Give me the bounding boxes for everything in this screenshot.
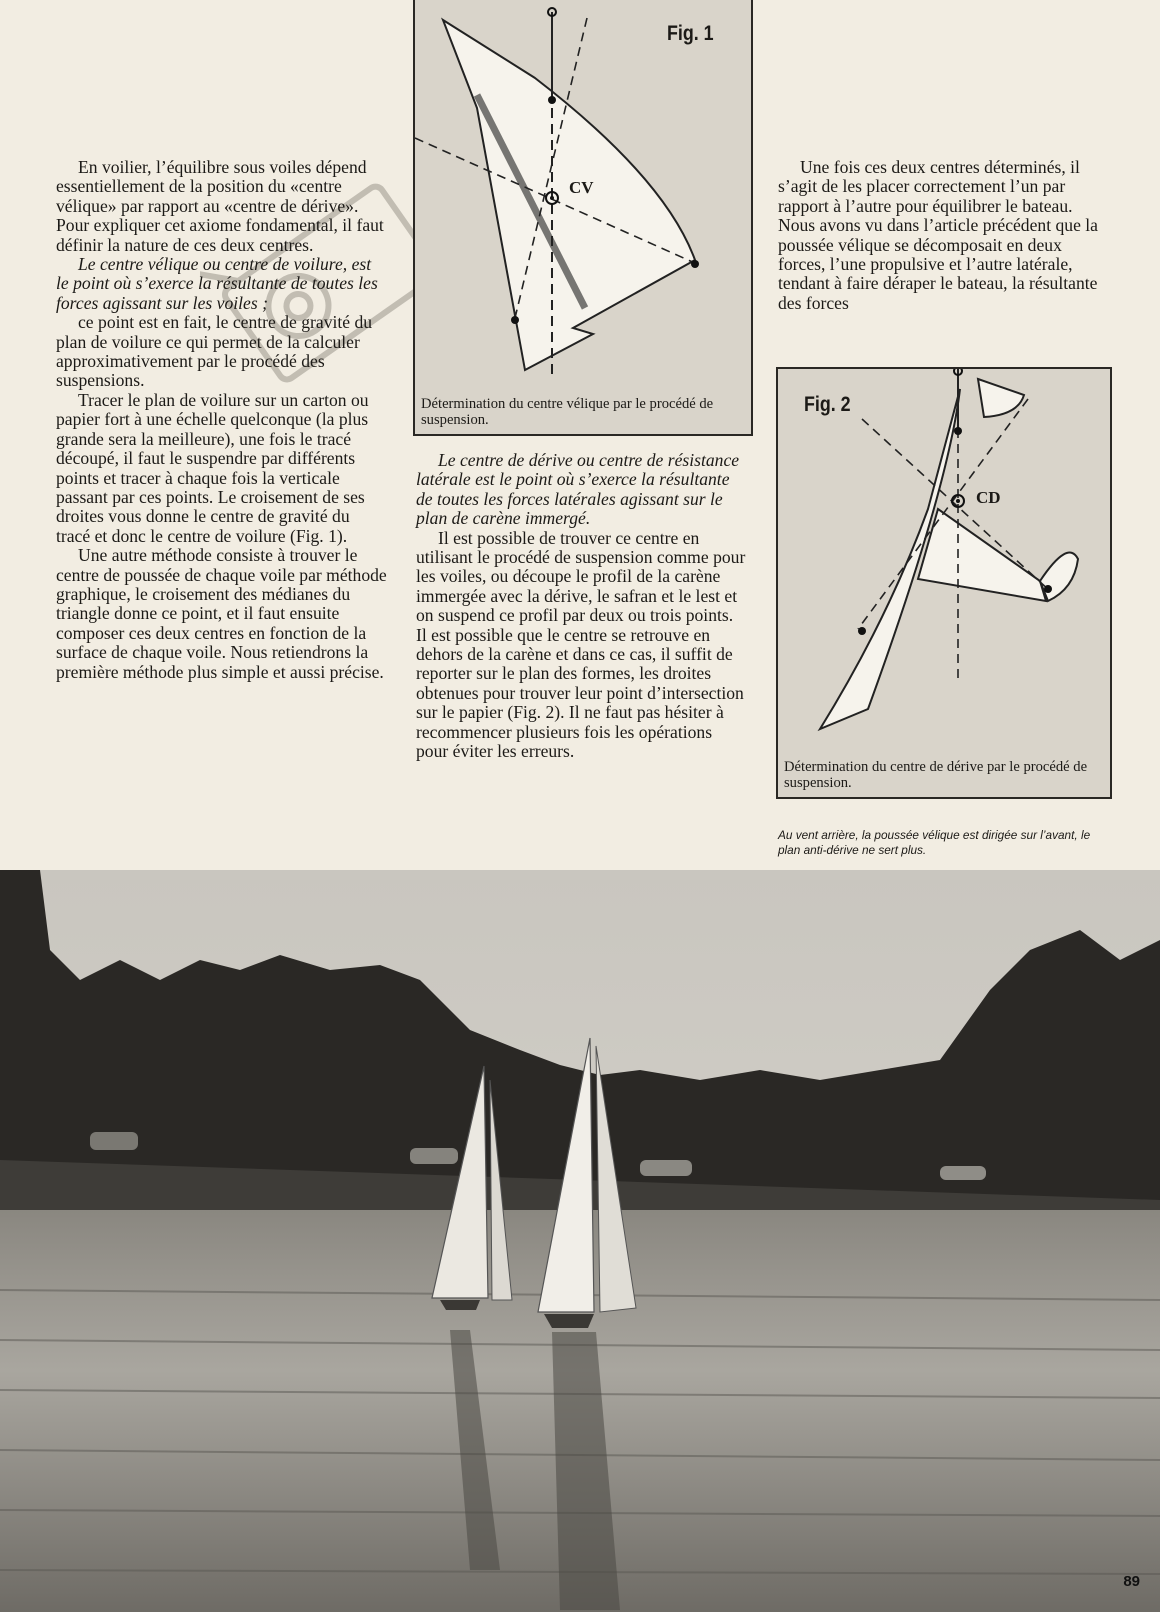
- col1-paragraph: Le centre vélique ou centre de voilure, est le point où s’exerce la résultante de toutes les forces agissant sur les voiles ;: [56, 254, 378, 313]
- fig2-point-label: CD: [976, 488, 1001, 507]
- col1-paragraph: En voilier, l’équilibre sous voiles dépend essentiellement de la position du «centre vélique» par rapport au «centre de dérive». Pour expliquer cet axiome fondamental, il faut définir la nature de ces deux centres.: [56, 157, 384, 255]
- article-column-2: [416, 451, 746, 762]
- fig2-caption: Détermination du centre de dérive par le procédé de suspension.: [784, 759, 1088, 791]
- figure-1: [413, 0, 753, 436]
- article-column-3: [778, 158, 1098, 313]
- fig2-label: Fig. 2: [804, 393, 851, 416]
- col1-paragraph: Tracer le plan de voilure sur un carton ou papier fort à une échelle quelconque (la plus grande sera la meilleure), une fois le tracé découpé, il faut le suspendre par différents points et tracer à chaque fois la verticale passant par ces points. Le croisement de ses droites vous donne le centre de gravité du tracé et donc le centre de voilure (Fig. 1).: [56, 389, 369, 546]
- fig1-label: Fig. 1: [667, 22, 714, 45]
- page-number: 89: [1123, 1573, 1140, 1590]
- col2-paragraph: Il est possible de trouver ce centre en utilisant le procédé de suspension comme pour les voiles, ou découpe le profil de la carène immergée avec la dérive, le safran et le lest et on suspend ce profil par deux ou trois points. Il est possible que le centre se retrouve en dehors de la carène et dans ce cas, il suffit de reporter sur le plan des formes, les droites obtenues pour trouver leur point d’intersection sur le papier (Fig. 2). Il ne faut pas hésiter à recommencer plusieurs fois les opérations pour éviter les erreurs.: [416, 527, 746, 762]
- fig1-diagram: [415, 0, 751, 434]
- col2-paragraph: Le centre de dérive ou centre de résistance latérale est le point où s’exerce la résultante de toutes les forces latérales agissant sur le plan de carène immergé.: [416, 450, 740, 529]
- col1-paragraph: ce point est en fait, le centre de gravité du plan de voilure ce qui permet de la calculer approximativement par le procédé des suspensions.: [56, 312, 373, 391]
- fig1-caption: Détermination du centre vélique par le procédé de suspension.: [421, 396, 714, 428]
- fig1-point-label: CV: [569, 178, 594, 197]
- fig2-diagram: [778, 369, 1110, 797]
- sailboats-photo: [0, 870, 1160, 1612]
- col1-paragraph: Une autre méthode consiste à trouver le centre de poussée de chaque voile par méthode graphique, le croisement des médianes du triangle donne ce point, et il faut ensuite composer ces deux centres en fonction de la surface de chaque voile. Nous retiendrons la première méthode plus simple et aussi précise.: [56, 545, 387, 682]
- fig2-bulb: [1040, 553, 1078, 601]
- photo-caption: Au vent arrière, la poussée vélique est dirigée sur l’avant, le plan anti-dérive ne sert plus.: [778, 828, 1091, 857]
- fig2-flag: [978, 379, 1024, 417]
- col3-paragraph: Une fois ces deux centres déterminés, il s’agit de les placer correctement l’un par rapport à l’autre pour équilibrer le bateau. Nous avons vu dans l’article précédent que la poussée vélique se décomposait en deux forces, l’une propulsive et l’autre latérale, tendant à faire déraper le bateau, la résultante des forces: [778, 157, 1098, 313]
- article-column-1: [56, 158, 388, 682]
- figure-2: [776, 367, 1112, 799]
